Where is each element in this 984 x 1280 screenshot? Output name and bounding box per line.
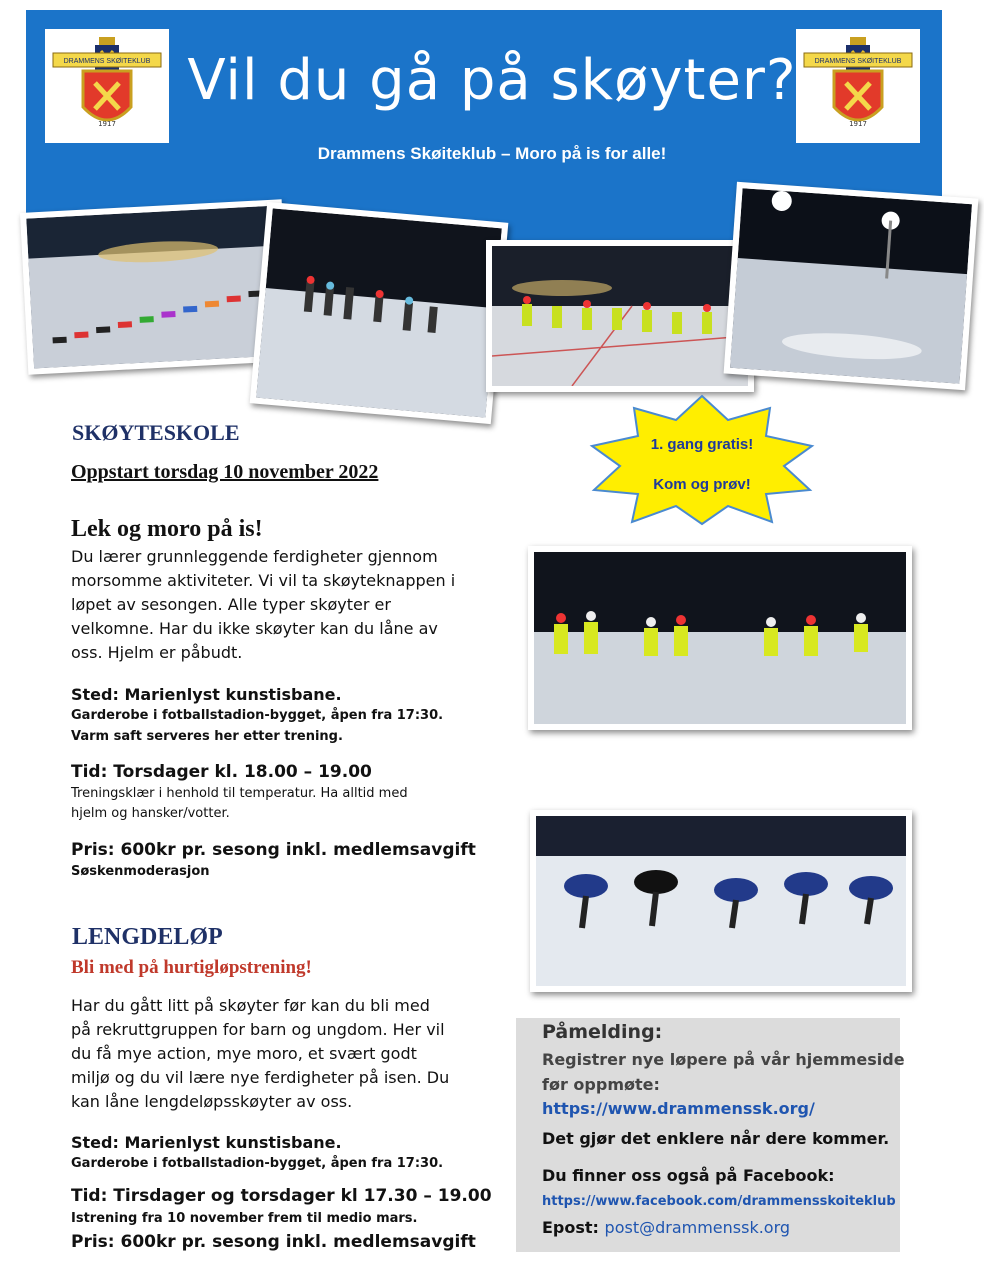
section-heading-skoyteskole: SKØYTESKOLE bbox=[72, 420, 240, 445]
logo-text: DRAMMENS SKØITEKLUB bbox=[63, 58, 151, 65]
email-label: Epost: bbox=[542, 1218, 599, 1237]
email-link[interactable]: post@drammenssk.org bbox=[604, 1218, 791, 1237]
desc-line: miljø og du vil lære nye ferdigheter på isen. Du bbox=[71, 1068, 450, 1087]
registration-title: Påmelding: bbox=[542, 1021, 663, 1043]
email-row bbox=[542, 1218, 790, 1237]
lengdelop-time: Tid: Tirsdager og torsdager kl 17.30 – 19.00 bbox=[71, 1186, 492, 1206]
website-link[interactable]: https://www.drammenssk.org/ bbox=[542, 1099, 815, 1118]
skoyteskole-time-note2: hjelm og hansker/votter. bbox=[71, 806, 230, 821]
badge-line1: 1. gang gratis! bbox=[650, 436, 754, 453]
skoyteskole-place-note2: Varm saft serveres her etter trening. bbox=[71, 729, 343, 744]
photo-kids-on-ice-1 bbox=[250, 202, 509, 424]
skoyteskole-place-note1: Garderobe i fotballstadion-bygget, åpen fra 17:30. bbox=[71, 708, 444, 723]
badge-starburst bbox=[588, 394, 816, 526]
logo-text: DRAMMENS SKØITEKLUB bbox=[814, 58, 902, 65]
skoyteskole-place: Sted: Marienlyst kunstisbane. bbox=[71, 685, 342, 704]
desc-line: løpet av sesongen. Alle typer skøyter er bbox=[71, 595, 391, 614]
desc-line: Har du gått litt på skøyter før kan du bli med bbox=[71, 996, 430, 1015]
desc-line: kan låne lengdeløpsskøyter av oss. bbox=[71, 1092, 353, 1111]
desc-line: på rekruttgruppen for barn og ungdom. Her vil bbox=[71, 1020, 445, 1039]
desc-line: oss. Hjelm er påbudt. bbox=[71, 643, 243, 662]
skoyteskole-time: Tid: Torsdager kl. 18.00 – 19.00 bbox=[71, 762, 372, 782]
desc-line: morsomme aktiviteter. Vi vil ta skøyteknappen i bbox=[71, 571, 456, 590]
photo-kids-lineup bbox=[486, 240, 754, 392]
photo-skates-on-ice bbox=[20, 199, 290, 374]
photo-kids-yellow-vests bbox=[528, 546, 912, 730]
photo-speed-skaters bbox=[530, 810, 912, 992]
lengdelop-description bbox=[71, 994, 491, 1114]
section-subheading-lek: Lek og moro på is! bbox=[71, 516, 263, 542]
section-heading-lengdelop: LENGDELØP bbox=[72, 924, 223, 950]
page-title: Vil du gå på skøyter? bbox=[187, 48, 797, 113]
logo-year: 1917 bbox=[849, 120, 867, 128]
skoyteskole-price-note: Søskenmoderasjon bbox=[71, 864, 210, 879]
skoyteskole-time-note1: Treningsklær i henhold til temperatur. Ha alltid med bbox=[71, 786, 408, 801]
page-subtitle: Drammens Skøiteklub – Moro på is for alle! bbox=[317, 144, 667, 163]
lengdelop-place-note: Garderobe i fotballstadion-bygget, åpen fra 17:30. bbox=[71, 1156, 444, 1171]
logo-year: 1917 bbox=[98, 120, 116, 128]
desc-line: Du lærer grunnleggende ferdigheter gjennom bbox=[71, 547, 438, 566]
facebook-link[interactable]: https://www.facebook.com/drammensskoiteklub bbox=[542, 1194, 896, 1209]
lengdelop-price: Pris: 600kr pr. sesong inkl. medlemsavgift bbox=[71, 1232, 476, 1252]
facebook-label: Du finner oss også på Facebook: bbox=[542, 1166, 835, 1185]
section-subheading-hurtiglop: Bli med på hurtigløpstrening! bbox=[71, 957, 312, 978]
lengdelop-time-note: Istrening fra 10 november frem til medio mars. bbox=[71, 1211, 418, 1226]
photo-stadium-lights bbox=[724, 182, 979, 390]
badge-line2: Kom og prøv! bbox=[653, 476, 751, 493]
start-date: Oppstart torsdag 10 november 2022 bbox=[71, 461, 379, 483]
lengdelop-place: Sted: Marienlyst kunstisbane. bbox=[71, 1133, 342, 1152]
registration-line1: Registrer nye løpere på vår hjemmeside bbox=[542, 1050, 905, 1069]
desc-line: velkomne. Har du ikke skøyter kan du låne av bbox=[71, 619, 438, 638]
skoyteskole-price: Pris: 600kr pr. sesong inkl. medlemsavgift bbox=[71, 840, 476, 860]
registration-line3: Det gjør det enklere når dere kommer. bbox=[542, 1129, 890, 1148]
skoyteskole-description bbox=[71, 545, 491, 665]
registration-line2: før oppmøte: bbox=[542, 1075, 660, 1094]
desc-line: du få mye action, mye moro, et svært godt bbox=[71, 1044, 417, 1063]
